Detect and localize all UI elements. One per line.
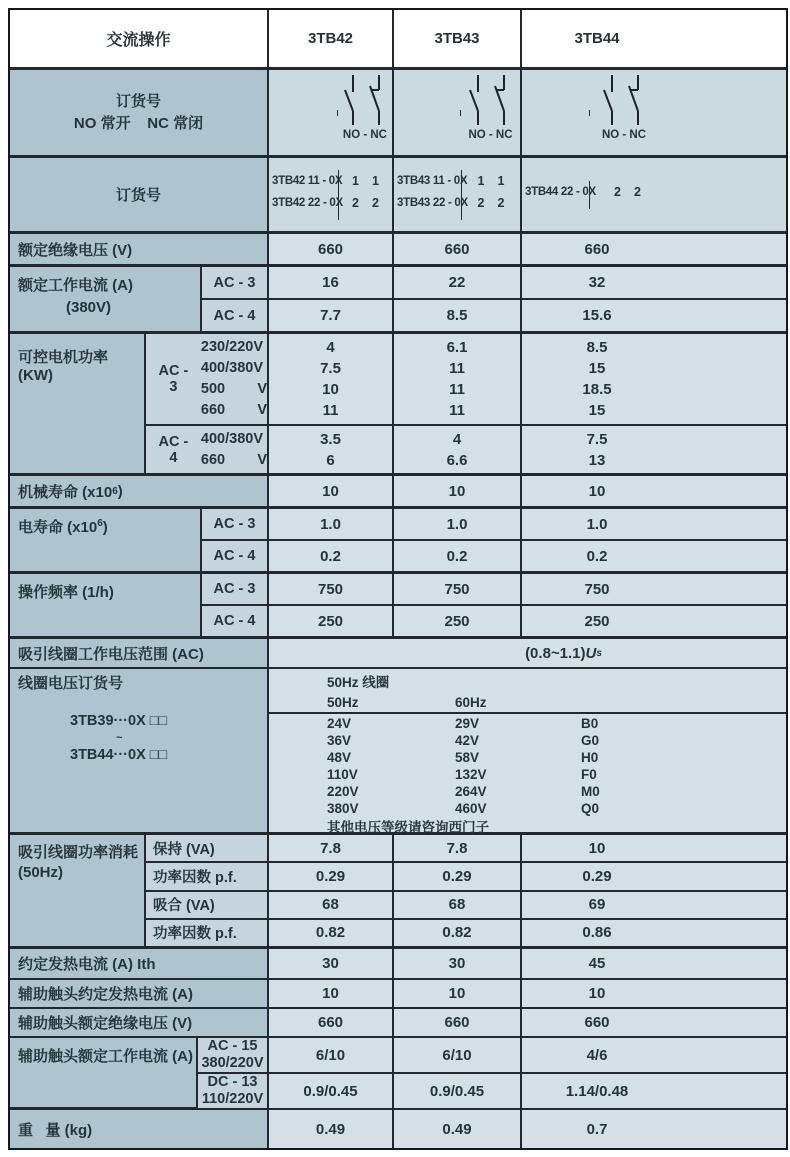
- value-cell: 4/6: [522, 1038, 786, 1072]
- value-cell: 660: [394, 1009, 522, 1036]
- coil-voltage-row: 220V 264V M0: [327, 784, 600, 799]
- row-label: 机械寿命 (x10 6 ): [10, 476, 269, 506]
- value-cell: 30: [394, 949, 522, 978]
- coil-voltage-row: 380V 460V Q0: [327, 801, 600, 816]
- part-numbers-3tb44: [522, 181, 596, 209]
- voltage-line: 230/220V: [200, 339, 263, 355]
- no-nc-contact-icon: [341, 73, 389, 127]
- value-cell: 750: [269, 574, 394, 604]
- value-cell: 69: [522, 892, 786, 918]
- value-cell: 6.1 11 11 11: [394, 334, 522, 424]
- no-nc-caption: NO - NC: [342, 129, 387, 141]
- sublabel-power-factor: 功率因数 p.f.: [146, 920, 269, 946]
- value-cell: 0.49: [269, 1110, 394, 1148]
- no-nc-caption: NO - NC: [601, 129, 647, 141]
- value-cell: 0.9/0.45: [394, 1074, 522, 1108]
- section-motor-power: [10, 334, 786, 476]
- value-cell: 1.14/0.48: [522, 1074, 786, 1108]
- value-cell: 10: [269, 980, 394, 1007]
- voltage-line: 400/380V: [200, 430, 263, 447]
- row-label: 额定绝缘电压 (V): [10, 234, 269, 264]
- row-label: 操作频率 (1/h): [10, 574, 202, 636]
- sublabel-ac3: AC - 3: [202, 509, 269, 539]
- value-cell: 0.49: [394, 1110, 522, 1148]
- col-header-50hz: 50Hz: [327, 695, 359, 710]
- coil-voltage-table: [269, 669, 786, 835]
- row-label: 辅助触头额定绝缘电压 (V): [10, 1009, 269, 1036]
- coil-voltage-row: 48V 58V H0: [327, 750, 599, 765]
- value-cell: 16: [269, 267, 394, 298]
- no-nc-contact-icon: [600, 73, 648, 127]
- sublabel-ac3: AC - 3: [202, 267, 269, 298]
- empty-subcell: [394, 110, 461, 116]
- coil-table-footer: 其他电压等级请咨询西门子: [327, 820, 489, 835]
- sublabel-ac4: AC - 4: [202, 606, 269, 636]
- value-cell: 0.2: [394, 541, 522, 571]
- value-cell: 4 7.5 10 11: [269, 334, 394, 424]
- coil-voltage-row: 24V 29V B0: [327, 716, 599, 731]
- voltage-line: 500 V: [200, 381, 267, 397]
- row-weight: [10, 1110, 786, 1148]
- part-number: 3TB42 11 - 0X: [272, 174, 343, 187]
- value-cell: 660: [522, 234, 786, 264]
- value-cell: 0.82: [269, 920, 394, 946]
- contact-symbol-cell-3tb44: [590, 73, 786, 152]
- sublabel-ac15: AC - 15 380/220V: [198, 1038, 269, 1072]
- ac4-label: AC - 4: [158, 433, 189, 466]
- value-cell: 660: [394, 234, 522, 264]
- order-number-label: 订货号: [115, 92, 161, 110]
- row-aux-insulation-voltage: [10, 1009, 786, 1038]
- model-top: 3TB39···0X □□: [70, 713, 168, 729]
- contact-counts-3tb42: [339, 170, 392, 220]
- value-cell: 250: [522, 606, 786, 636]
- label-line: (380V): [66, 299, 112, 316]
- value-cell: 0.2: [522, 541, 786, 571]
- voltage-line: 660 V: [200, 402, 267, 418]
- row-label: 重 量 (kg): [10, 1110, 269, 1148]
- row-label: [10, 267, 202, 331]
- value-cell: 0.82: [394, 920, 522, 946]
- value-cell: 660: [522, 1009, 786, 1036]
- sublabel-ac4: AC - 4: [202, 541, 269, 571]
- row-label: 线圈电压订货号: [18, 675, 124, 692]
- sublabel-pickup-va: 吸合 (VA): [146, 892, 269, 918]
- spec-table: [8, 8, 788, 1150]
- value-cell: 0.29: [394, 863, 522, 889]
- value-cell: 10: [394, 980, 522, 1007]
- order-row-label: 订货号: [10, 158, 269, 231]
- value-cell: 10: [522, 835, 786, 861]
- row-label: 电寿命 $(x10^6)$: [10, 509, 202, 571]
- coil-voltage-row: 110V 132V F0: [327, 767, 597, 782]
- order-number-row: [10, 158, 786, 234]
- value-cell: 750: [394, 574, 522, 604]
- nc-count: 1: [497, 173, 505, 188]
- row-coil-voltage-range: [10, 639, 786, 669]
- value-cell: 22: [394, 267, 522, 298]
- value-cell: 3.5 6: [269, 426, 394, 473]
- row-thermal-current: [10, 949, 786, 980]
- empty-subcell: [522, 110, 590, 116]
- value-cell: (0.8~1.1) U s: [269, 639, 786, 667]
- section-operating-current: [10, 267, 786, 334]
- value-cell: 0.29: [522, 863, 786, 889]
- row-label: 辅助触头额定工作电流 (A): [10, 1038, 198, 1107]
- contact-symbol-cell-3tb42: [338, 73, 392, 152]
- column-header-3tb44: 3TB44: [522, 10, 786, 67]
- nc-count: 1: [372, 173, 379, 188]
- value-cell: 750: [522, 574, 786, 604]
- value-cell: 8.5: [394, 300, 522, 331]
- nc-count: 2: [372, 195, 379, 210]
- nc-count: 2: [633, 184, 641, 199]
- header-row: [10, 10, 786, 70]
- voltage-line: 660 V: [200, 451, 267, 468]
- part-numbers-3tb42: [269, 170, 343, 220]
- value-cell: 1.0: [269, 509, 394, 539]
- sublabel-ac4-voltages: [146, 426, 269, 473]
- value-cell: 4 6.6: [394, 426, 522, 473]
- sublabel-ac3-voltages: [146, 334, 269, 424]
- value-cell: 1.0: [522, 509, 786, 539]
- voltage-line: 400/380V: [200, 360, 263, 376]
- value-cell: 45: [522, 949, 786, 978]
- row-mechanical-life: [10, 476, 786, 509]
- part-number: 3TB43 11 - 0X: [397, 174, 468, 187]
- no-nc-contact-icon: [466, 73, 514, 127]
- row-label: 约定发热电流 (A) Ith: [10, 949, 269, 978]
- no-count: 2: [352, 195, 359, 210]
- row-label: 吸引线圈功率消耗 (50Hz): [10, 835, 146, 946]
- value-cell: 10: [269, 476, 394, 506]
- value-cell: 7.8: [394, 835, 522, 861]
- coil-table-title: 50Hz 线圈: [327, 675, 390, 690]
- contact-counts-3tb43: [462, 170, 520, 220]
- sublabel-ac3: AC - 3: [202, 574, 269, 604]
- value-cell: 660: [269, 234, 394, 264]
- sublabel-hold-va: 保持 (VA): [146, 835, 269, 861]
- value-cell: 6/10: [394, 1038, 522, 1072]
- model-range-tilde: ~: [116, 732, 123, 744]
- value-cell: 0.2: [269, 541, 394, 571]
- no-count: 2: [477, 195, 485, 210]
- value-cell: 68: [269, 892, 394, 918]
- no-count: 1: [352, 173, 359, 188]
- value-cell: 6/10: [269, 1038, 394, 1072]
- symbols-row: [10, 70, 786, 158]
- section-aux-operating-current: [10, 1038, 786, 1110]
- section-electrical-life: [10, 509, 786, 574]
- column-header-3tb42: 3TB42: [269, 10, 394, 67]
- part-numbers-3tb43: [394, 170, 468, 220]
- coil-order-label: [10, 669, 269, 832]
- contact-counts-3tb44: [590, 181, 786, 209]
- value-cell: 7.7: [269, 300, 394, 331]
- value-cell: 0.7: [522, 1110, 786, 1148]
- row-aux-thermal-current: [10, 980, 786, 1009]
- divider: [269, 712, 786, 714]
- value-cell: 10: [522, 980, 786, 1007]
- value-cell: 8.5 15 18.5 15: [522, 334, 786, 424]
- table-title: 交流操作: [10, 10, 269, 67]
- value-cell: 0.86: [522, 920, 786, 946]
- model-bottom: 3TB44···0X □□: [70, 747, 168, 763]
- ac3-label: AC - 3: [158, 363, 189, 395]
- section-coil-power: [10, 835, 786, 949]
- section-coil-voltage-order: [10, 669, 786, 835]
- no-nc-legend: NO 常开 NC 常闭: [73, 114, 204, 132]
- part-number: 3TB42 22 - 0X: [272, 196, 343, 209]
- row-label: 吸引线圈工作电压范围 (AC): [10, 639, 269, 667]
- value-cell: 660: [269, 1009, 394, 1036]
- value-cell: 7.5 13: [522, 426, 786, 473]
- value-cell: 250: [269, 606, 394, 636]
- contact-symbol-cell-3tb43: [461, 73, 520, 152]
- row-insulation-voltage: [10, 234, 786, 267]
- coil-voltage-row: 36V 42V G0: [327, 733, 600, 748]
- no-count: 2: [614, 184, 621, 199]
- empty-subcell: [269, 110, 338, 116]
- section-operating-frequency: [10, 574, 786, 639]
- column-header-3tb43: 3TB43: [394, 10, 522, 67]
- value-cell: 0.29: [269, 863, 394, 889]
- value-cell: 30: [269, 949, 394, 978]
- value-cell: 10: [522, 476, 786, 506]
- sublabel-power-factor: 功率因数 p.f.: [146, 863, 269, 889]
- value-cell: 68: [394, 892, 522, 918]
- no-nc-caption: NO - NC: [468, 129, 513, 141]
- value-cell: 1.0: [394, 509, 522, 539]
- part-number: 3TB43 22 - 0X: [397, 196, 468, 209]
- value-cell: 7.8: [269, 835, 394, 861]
- value-cell: 32: [522, 267, 786, 298]
- row-label: 辅助触头约定发热电流 (A): [10, 980, 269, 1007]
- row-label: 可控电机功率 (KW): [10, 334, 146, 473]
- sublabel-dc13: DC - 13 110/220V: [198, 1074, 269, 1108]
- value-cell: 250: [394, 606, 522, 636]
- no-count: 1: [477, 173, 485, 188]
- label-line: 额定工作电流 (A): [18, 277, 133, 294]
- symbols-row-label: [10, 70, 269, 155]
- sublabel-ac4: AC - 4: [202, 300, 269, 331]
- value-cell: 0.9/0.45: [269, 1074, 394, 1108]
- value-cell: 10: [394, 476, 522, 506]
- nc-count: 2: [497, 195, 505, 210]
- part-number: 3TB44 22 - 0X: [525, 185, 596, 198]
- value-cell: 15.6: [522, 300, 786, 331]
- col-header-60hz: 60Hz: [455, 695, 487, 710]
